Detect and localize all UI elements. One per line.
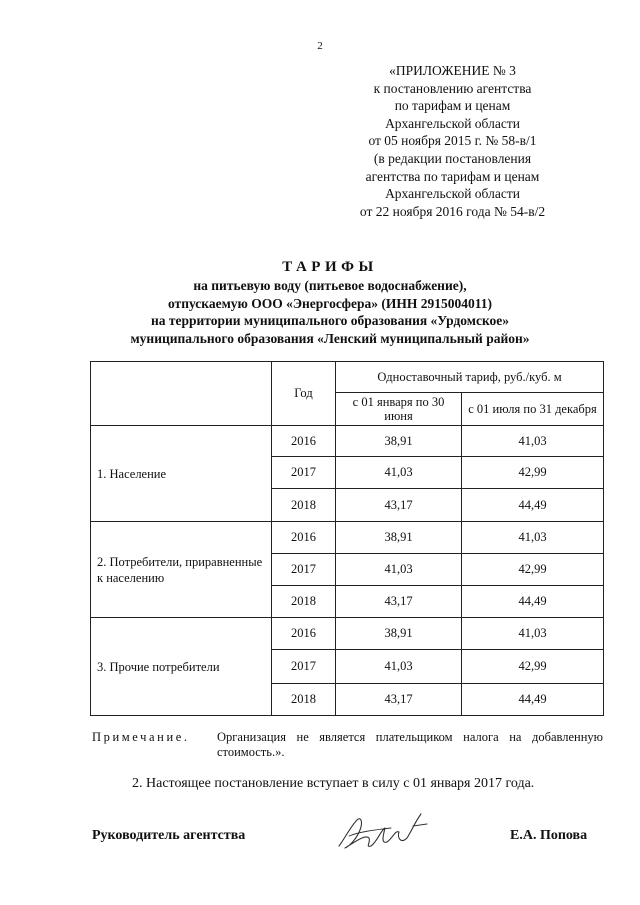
tariff-cell: 42,99 xyxy=(462,554,604,586)
tariff-cell: 41,03 xyxy=(336,554,462,586)
table-header-row xyxy=(91,362,604,393)
appendix-line: от 05 ноября 2015 г. № 58-в/1 xyxy=(368,133,537,149)
signatory-role: Руководитель агентства xyxy=(92,828,246,843)
year-cell: 2017 xyxy=(272,554,336,586)
tariff-cell: 38,91 xyxy=(336,522,462,554)
appendix-line: агентства по тарифам и ценам xyxy=(365,168,540,184)
page-number: 2 xyxy=(317,40,323,52)
handwritten-signature xyxy=(335,808,435,858)
signatory-name: Е.А. Попова xyxy=(510,828,588,843)
note-text: Организация не является плательщиком налога на добавленную стоимость.». xyxy=(217,730,603,759)
appendix-line: (в редакции постановления xyxy=(373,150,532,166)
tariff-cell: 42,99 xyxy=(462,457,604,489)
header-period-1: с 01 января по 30 июня xyxy=(336,393,462,426)
title-line: отпускаемую ООО «Энергосфера» (ИНН 2915004011) xyxy=(167,295,493,311)
appendix-line: «ПРИЛОЖЕНИЕ № 3 xyxy=(389,63,516,78)
appendix-line: от 22 ноября 2016 года № 54-в/2 xyxy=(359,203,546,219)
consumer-group: 1. Население xyxy=(91,426,272,522)
appendix-line: к постановлению агентства xyxy=(373,80,532,96)
tariff-cell: 43,17 xyxy=(336,586,462,618)
header-empty-cell xyxy=(91,362,272,426)
appendix-block xyxy=(330,62,575,220)
year-cell: 2017 xyxy=(272,457,336,489)
header-year: Год xyxy=(272,362,336,426)
year-cell: 2018 xyxy=(272,489,336,522)
title-main: ТАРИФЫ xyxy=(282,259,378,275)
appendix-line: Архангельской области xyxy=(385,186,520,202)
document-title xyxy=(40,257,620,347)
header-tariff: Одноставочный тариф, руб./куб. м xyxy=(336,362,604,393)
tariff-cell: 41,03 xyxy=(462,522,604,554)
appendix-line: Архангельской области xyxy=(385,115,520,131)
header-period-2: с 01 июля по 31 декабря xyxy=(462,393,604,426)
table-row xyxy=(91,522,604,554)
tariff-cell: 44,49 xyxy=(462,586,604,618)
effective-date-paragraph: 2. Настоящее постановление вступает в силу с 01 января 2017 года. xyxy=(132,776,535,791)
table-row xyxy=(91,618,604,650)
consumer-group: 2. Потребители, приравненные к населению xyxy=(91,522,272,618)
title-line: муниципального образования «Ленский муниципальный район» xyxy=(130,330,530,346)
year-cell: 2016 xyxy=(272,426,336,457)
tariff-cell: 38,91 xyxy=(336,618,462,650)
year-cell: 2018 xyxy=(272,684,336,716)
year-cell: 2016 xyxy=(272,522,336,554)
title-line: на территории муниципального образования «Урдомское» xyxy=(150,313,510,329)
tariff-cell: 41,03 xyxy=(336,457,462,489)
tariff-cell: 41,03 xyxy=(462,618,604,650)
appendix-line: по тарифам и ценам xyxy=(394,98,511,114)
tariff-cell: 44,49 xyxy=(462,489,604,522)
tariff-cell: 44,49 xyxy=(462,684,604,716)
table-row xyxy=(91,426,604,457)
year-cell: 2016 xyxy=(272,618,336,650)
tariff-table xyxy=(90,361,604,716)
tariff-cell: 41,03 xyxy=(462,426,604,457)
tariff-cell: 42,99 xyxy=(462,650,604,684)
year-cell: 2018 xyxy=(272,586,336,618)
tariff-cell: 43,17 xyxy=(336,489,462,522)
note-label: Примечание. xyxy=(92,730,190,744)
title-line: на питьевую воду (питьевое водоснабжение), xyxy=(193,278,467,293)
tariff-cell: 43,17 xyxy=(336,684,462,716)
tariff-cell: 38,91 xyxy=(336,426,462,457)
consumer-group: 3. Прочие потребители xyxy=(91,618,272,716)
tariff-cell: 41,03 xyxy=(336,650,462,684)
year-cell: 2017 xyxy=(272,650,336,684)
